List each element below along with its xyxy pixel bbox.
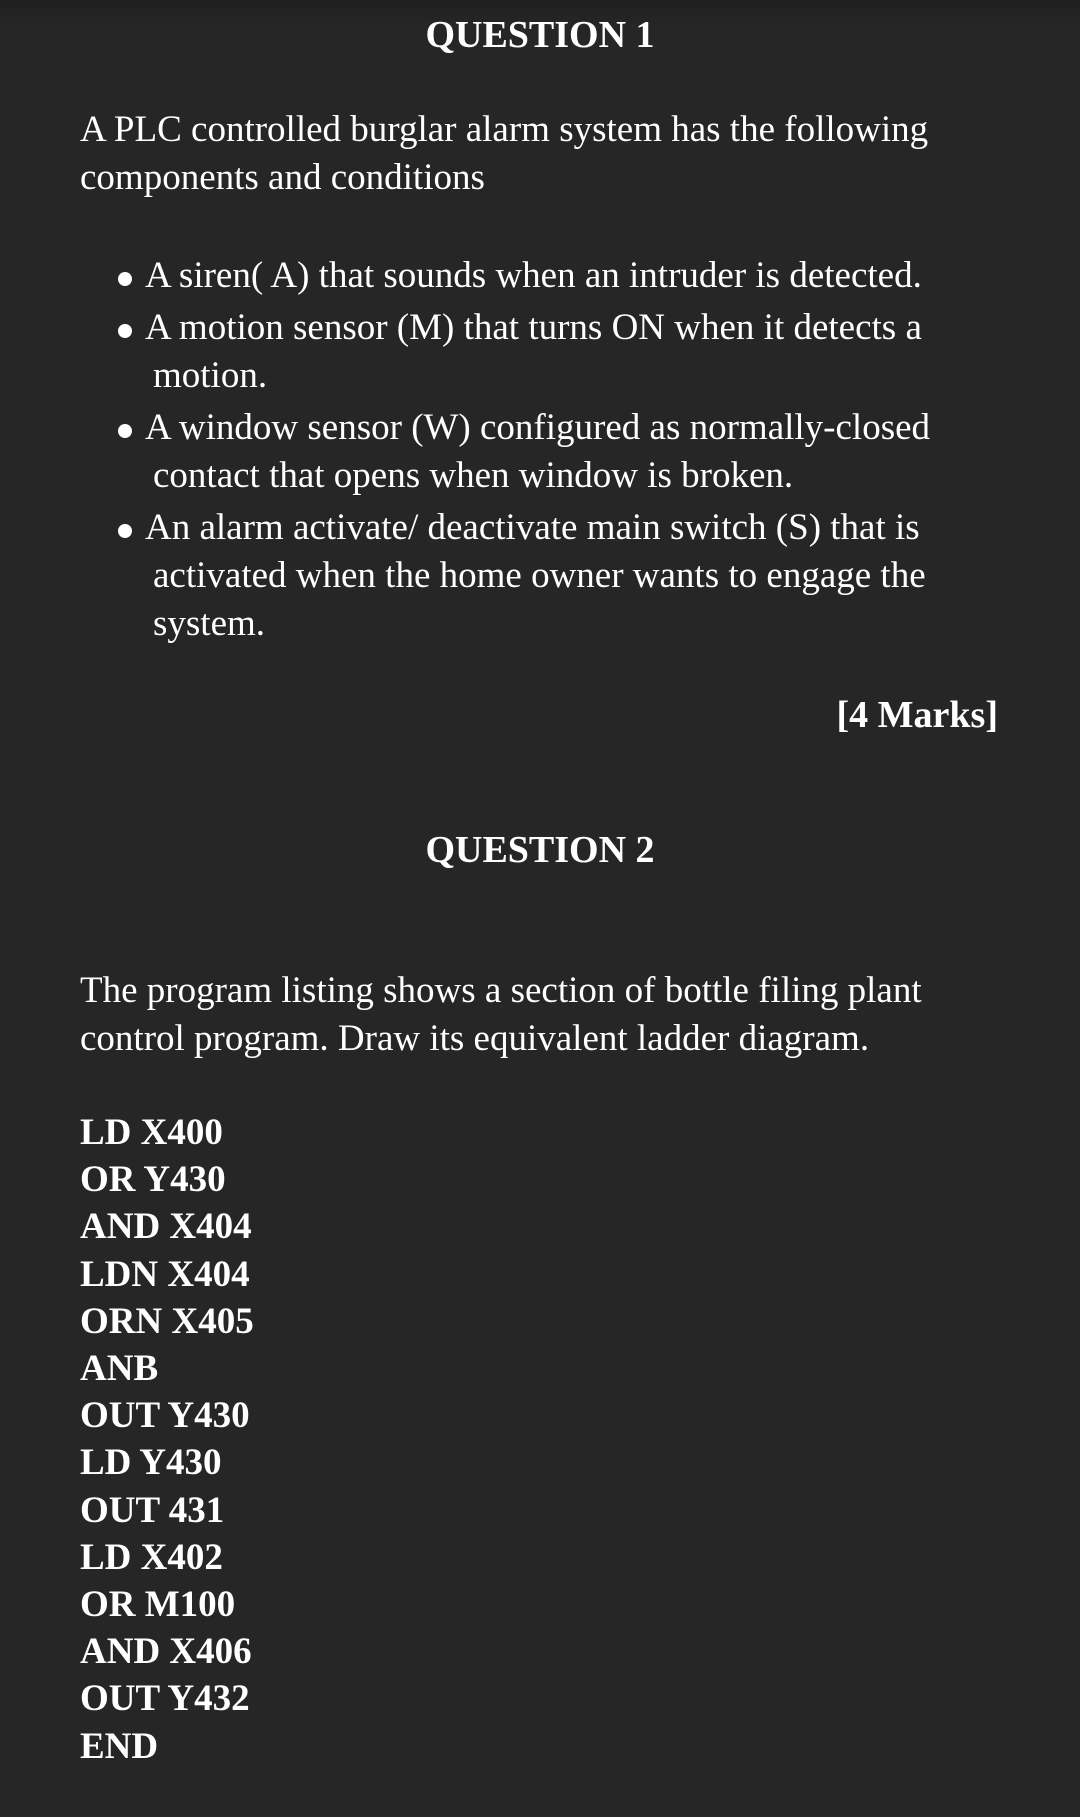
program-line: LD X400: [80, 1112, 223, 1153]
program-listing: [80, 1109, 254, 1770]
program-line: OR Y430: [80, 1159, 226, 1201]
question-2-intro: The program listing shows a section of bottle filing plant control program. Draw its equivalent ladder diagram.: [80, 970, 922, 1059]
program-line: OUT Y430: [80, 1395, 250, 1437]
list-item: [0, 504, 963, 648]
program-line: OUT 431: [80, 1489, 225, 1531]
question-1-components-list: [0, 252, 1080, 652]
question-1-intro: A PLC controlled burglar alarm system has the following components and conditions: [80, 109, 929, 198]
program-line: LD Y430: [80, 1442, 222, 1484]
question-2-title: QUESTION 2: [425, 829, 655, 871]
list-item-text: An alarm activate/ deactivate main switch (S) that is activated when the home owner wants to engage the system.: [145, 507, 926, 644]
list-item: [0, 304, 963, 400]
list-item-text: A window sensor (W) configured as normally-closed contact that opens when window is broken.: [145, 407, 931, 496]
bullet-icon: [118, 272, 132, 286]
list-item-text: A siren( A) that sounds when an intruder is detected.: [145, 255, 922, 296]
program-line: AND X406: [80, 1631, 252, 1673]
bullet-icon: [118, 424, 132, 438]
list-item-text: A motion sensor (M) that turns ON when it detects a motion.: [145, 307, 922, 396]
program-line: ANB: [80, 1348, 159, 1390]
program-line: ORN X405: [80, 1300, 254, 1342]
list-item: [0, 404, 963, 500]
program-line: OR M100: [80, 1584, 236, 1626]
question-1-title: QUESTION 1: [425, 14, 655, 56]
question-1-marks: [4 Marks]: [836, 694, 998, 736]
list-item: [0, 252, 963, 300]
program-line: LDN X404: [80, 1253, 250, 1295]
bullet-icon: [118, 324, 132, 338]
program-line: AND X404: [80, 1206, 252, 1248]
program-line: END: [80, 1725, 159, 1767]
program-line: LD X402: [80, 1536, 223, 1578]
bullet-icon: [118, 524, 132, 538]
program-line: OUT Y432: [80, 1678, 250, 1720]
